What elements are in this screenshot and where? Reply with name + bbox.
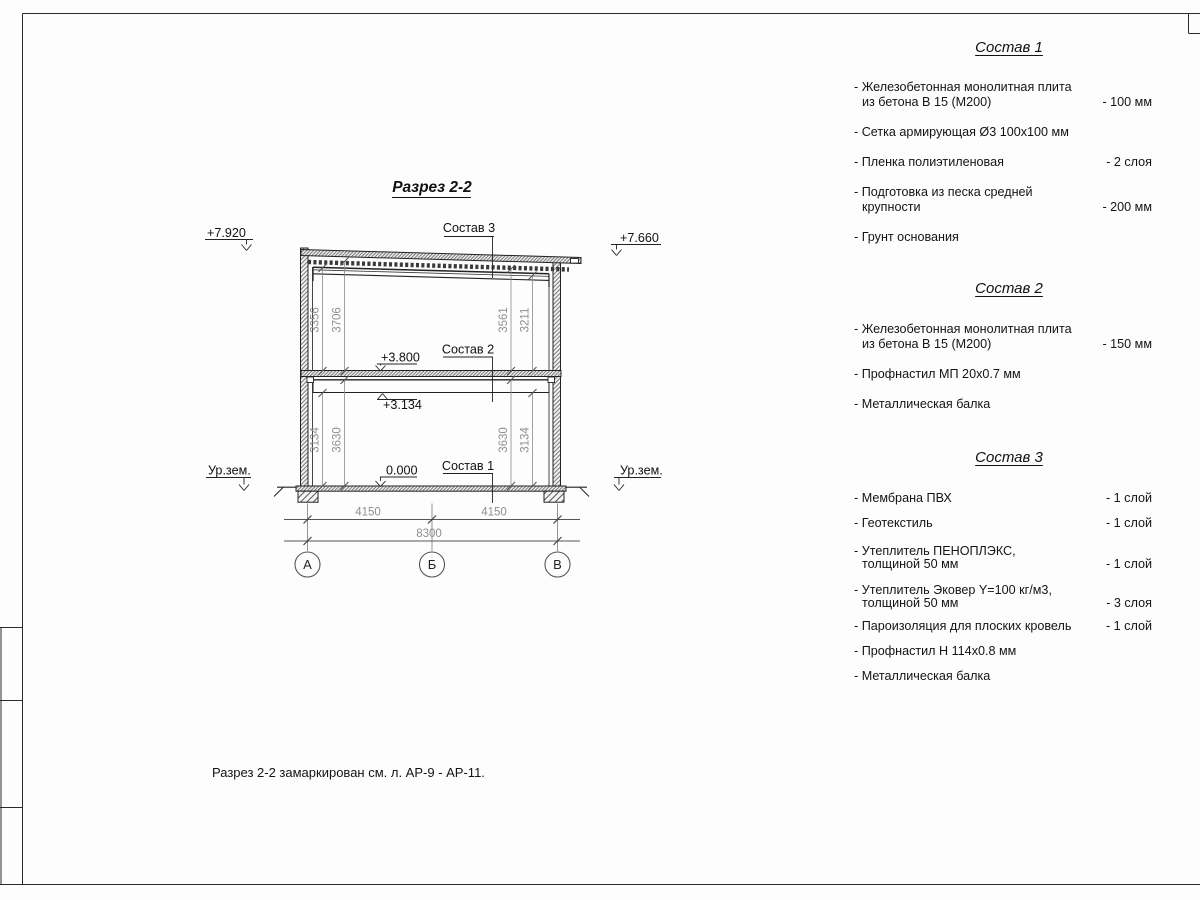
list-item	[854, 620, 1152, 633]
dim-upper-right-1: 3561	[498, 307, 510, 333]
leader-sostav3: Состав 3	[442, 220, 496, 235]
item-text: из бетона В 15 (М200)	[862, 337, 992, 351]
dim-lower-left-1: 3134	[309, 427, 322, 453]
item-text: - Сетка армирующая Ø3 100х100 мм	[854, 125, 1069, 139]
composition1-title: Состав 1	[975, 39, 1043, 56]
list-item	[854, 545, 1152, 571]
ground-level-left: Ур.зем.	[208, 463, 251, 478]
leader-sostav2: Состав 2	[441, 342, 495, 357]
item-value: - 100 мм	[1102, 95, 1152, 109]
drawing-title	[392, 179, 472, 198]
list-item	[854, 492, 1152, 505]
item-text: - Профнастил Н 114х0.8 мм	[854, 644, 1017, 658]
item-value: - 1 слой	[1105, 557, 1152, 571]
list-item	[854, 670, 1152, 683]
item-text: - Утеплитель ПЕНОПЛЭКС,	[854, 544, 1016, 558]
item-text: - Профнастил МП 20х0.7 мм	[854, 367, 1021, 381]
list-item	[854, 397, 1152, 412]
item-text: - Металлическая балка	[854, 397, 991, 411]
dim-upper-left-1: 3356	[309, 307, 322, 333]
item-value: - 200 мм	[1102, 200, 1152, 214]
item-value: - 150 мм	[1102, 337, 1152, 351]
list-item	[854, 584, 1152, 610]
item-text: из бетона В 15 (М200)	[862, 95, 992, 109]
list-item	[854, 185, 1152, 215]
axis-bubble-v: В	[553, 557, 562, 572]
list-item	[854, 322, 1152, 352]
item-text: - Пароизоляция для плоских кровель	[854, 619, 1072, 633]
item-text: - Подготовка из песка средней	[854, 185, 1033, 199]
dim-lower-left-2: 3630	[331, 427, 344, 453]
item-text: - Утеплитель Эковер Y=100 кг/м3,	[854, 583, 1052, 597]
item-text: - Металлическая балка	[854, 669, 991, 683]
dim-upper-right-2: 3211	[519, 307, 532, 333]
sheet-note: Разрез 2-2 замаркирован см. л. АР-9 - АР-11.	[212, 765, 485, 780]
list-item	[854, 517, 1152, 530]
item-value: - 3 слоя	[1106, 596, 1152, 610]
item-text: - Геотекстиль	[854, 516, 933, 530]
item-value: - 2 слоя	[1106, 155, 1152, 169]
composition-leaders	[442, 221, 495, 503]
elevation-zero: 0.000	[386, 463, 418, 478]
axis-bubble-b: Б	[427, 557, 437, 572]
item-text: - Пленка полиэтиленовая	[854, 155, 1004, 169]
list-item	[854, 155, 1152, 170]
dim-upper-left-2: 3706	[331, 307, 344, 333]
mid-floor-slab	[301, 371, 561, 393]
item-text: крупности	[862, 200, 921, 214]
item-value: - 1 слой	[1105, 619, 1152, 633]
dim-lower-right-2: 3134	[519, 427, 532, 453]
item-text: - Железобетонная монолитная плита	[854, 80, 1072, 94]
item-text: - Мембрана ПВХ	[854, 491, 952, 505]
ground-level-right: Ур.зем.	[620, 463, 663, 478]
list-item	[854, 230, 1152, 245]
elevation-mid-beam: +3.134	[383, 398, 422, 412]
section-title-text: Разрез 2-2	[392, 179, 472, 196]
ground-slab-foundation	[274, 486, 589, 502]
dim-span-total: 8300	[416, 528, 442, 540]
composition3-title: Состав 3	[975, 449, 1043, 466]
list-item	[854, 80, 1152, 110]
list-item	[854, 125, 1152, 140]
item-text: толщиной 50 мм	[862, 596, 959, 610]
dim-span-right: 4150	[481, 506, 507, 519]
item-text: - Грунт основания	[854, 230, 959, 244]
axis-bubble-a: А	[303, 557, 312, 572]
item-value: - 1 слой	[1105, 491, 1152, 505]
composition2-title: Состав 2	[975, 280, 1043, 297]
elevation-top-right: +7.660	[620, 231, 659, 245]
leader-sostav1: Состав 1	[441, 459, 495, 473]
item-value: - 1 слой	[1105, 516, 1152, 530]
dim-lower-right-1: 3630	[498, 427, 510, 453]
bottom-dimensions	[284, 504, 580, 578]
elevation-top-left: +7.920	[207, 226, 246, 240]
roof-assembly	[301, 250, 581, 288]
item-text: толщиной 50 мм	[862, 557, 959, 571]
list-item	[854, 645, 1152, 658]
item-text: - Железобетонная монолитная плита	[854, 322, 1072, 336]
elevation-mid-slab: +3.800	[381, 350, 420, 365]
list-item	[854, 367, 1152, 382]
dim-span-left: 4150	[355, 506, 381, 519]
